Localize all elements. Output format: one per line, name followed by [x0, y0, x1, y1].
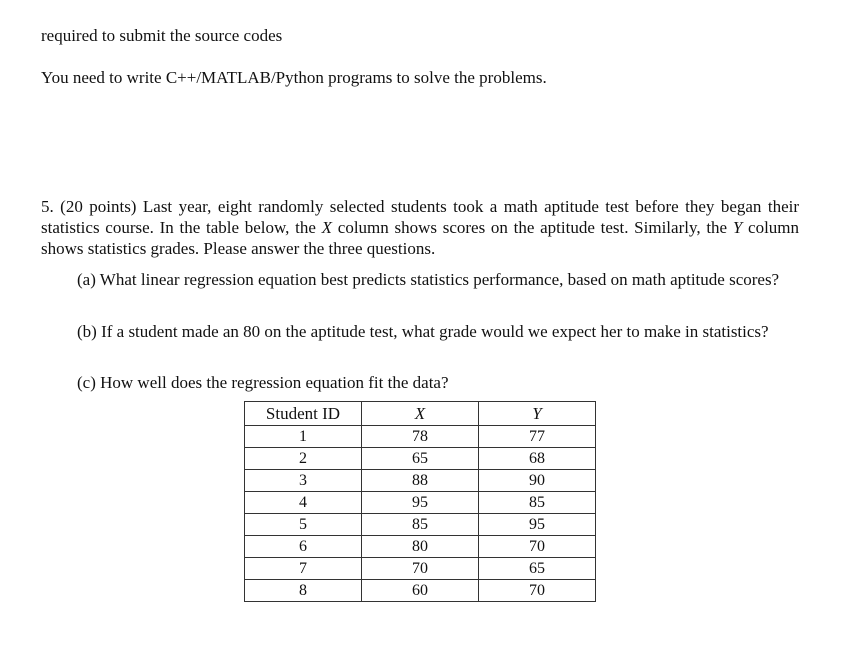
cell-student-id: 3: [245, 470, 362, 492]
question-b: (b) If a student made an 80 on the aptitude test, what grade would we expect her to make in statistics?: [77, 322, 769, 341]
table-row: [245, 558, 596, 580]
problem-intro: [41, 196, 799, 259]
header-y: Y: [479, 402, 596, 426]
cell-y: 70: [479, 580, 596, 602]
table-row: [245, 580, 596, 602]
table-header-row: [245, 402, 596, 426]
table-row: [245, 470, 596, 492]
cell-x: 78: [362, 426, 479, 448]
cell-student-id: 6: [245, 536, 362, 558]
cell-student-id: 4: [245, 492, 362, 514]
cell-x: 80: [362, 536, 479, 558]
intro-x-symbol: X: [321, 218, 333, 237]
table-row: [245, 536, 596, 558]
cell-student-id: 5: [245, 514, 362, 536]
header-x: X: [362, 402, 479, 426]
cell-x: 85: [362, 514, 479, 536]
cell-y: 90: [479, 470, 596, 492]
cell-x: 95: [362, 492, 479, 514]
table-row: [245, 492, 596, 514]
cell-x: 65: [362, 448, 479, 470]
cell-student-id: 1: [245, 426, 362, 448]
cell-x: 88: [362, 470, 479, 492]
cell-student-id: 7: [245, 558, 362, 580]
intro-y-symbol: Y: [732, 218, 743, 237]
question-c: (c) How well does the regression equation fit the data?: [77, 373, 449, 392]
cell-x: 60: [362, 580, 479, 602]
cell-y: 77: [479, 426, 596, 448]
cell-y: 85: [479, 492, 596, 514]
submission-note: required to submit the source codes: [41, 26, 283, 45]
question-a: (a) What linear regression equation best predicts statistics performance, based on math aptitude scores?: [77, 270, 780, 289]
cell-y: 65: [479, 558, 596, 580]
cell-y: 68: [479, 448, 596, 470]
cell-student-id: 2: [245, 448, 362, 470]
intro-text-b: column shows scores on the aptitude test. Similarly, the: [332, 218, 733, 237]
table-row: [245, 514, 596, 536]
header-student-id: Student ID: [245, 402, 362, 426]
intro-text-a: 5. (20 points) Last year, eight randomly selected students took a math aptitude test before they began their statistics course. In the table below, the: [41, 197, 799, 237]
table-row: [245, 426, 596, 448]
cell-y: 95: [479, 514, 596, 536]
table-row: [245, 448, 596, 470]
cell-student-id: 8: [245, 580, 362, 602]
intro-text-c: column shows statistics grades. Please answer the three questions.: [41, 218, 800, 258]
cell-y: 70: [479, 536, 596, 558]
data-table: [244, 401, 596, 602]
cell-x: 70: [362, 558, 479, 580]
language-requirement: You need to write C++/MATLAB/Python programs to solve the problems.: [41, 68, 547, 87]
